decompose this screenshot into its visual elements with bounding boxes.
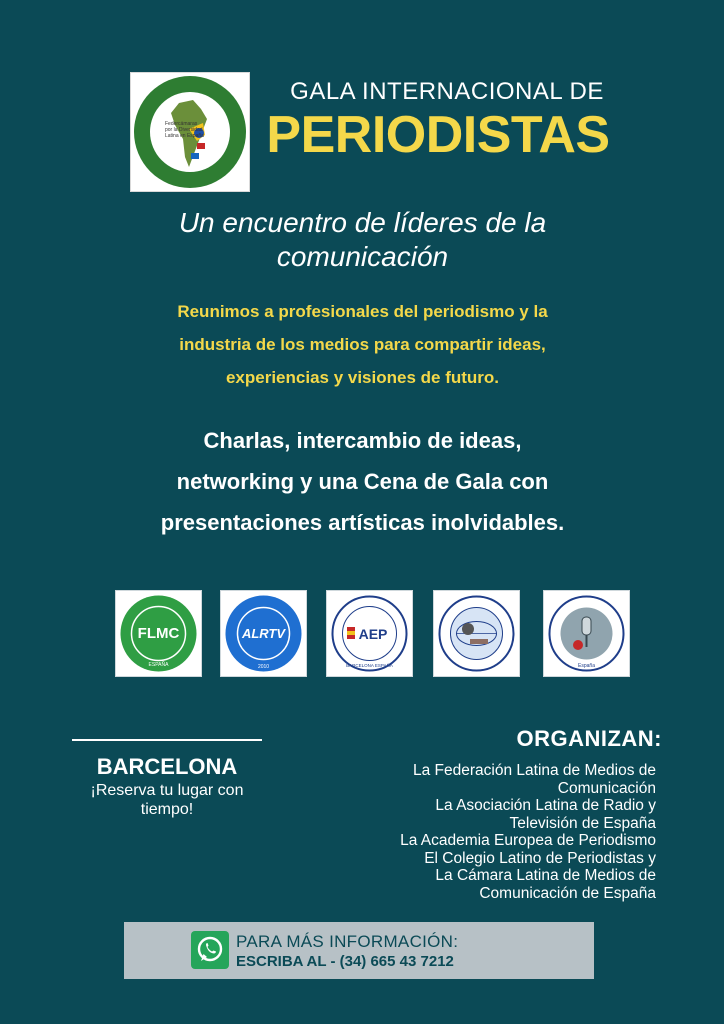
organizer-line: El Colegio Latino de Periodistas y xyxy=(424,849,656,867)
intro-line: industria de los medios para compartir ideas, xyxy=(179,335,546,354)
highlight-line: presentaciones artísticas inolvidables. xyxy=(160,510,565,535)
aep-sub: BARCELONA ESPAÑA xyxy=(346,663,393,668)
contact-heading: PARA MÁS INFORMACIÓN: xyxy=(236,932,459,951)
flmc-sub: ESPAÑA xyxy=(148,662,169,668)
whatsapp-icon[interactable] xyxy=(191,931,229,969)
alrtv-abbr: ALRTV xyxy=(241,626,286,641)
contact-phone[interactable]: ESCRIBA AL - (34) 665 43 7212 xyxy=(236,953,454,970)
organizer-line: La Cámara Latina de Medios de xyxy=(435,867,656,884)
reserve-line: tiempo! xyxy=(140,801,194,818)
highlight-line: networking y una Cena de Gala con xyxy=(176,469,549,494)
partner-logo-flmc xyxy=(115,590,202,677)
organizers-list xyxy=(330,762,656,902)
intro-text xyxy=(120,295,605,394)
flmc-abbr: FLMC xyxy=(137,625,180,642)
highlight-text xyxy=(110,420,615,543)
partner-logo-alrtv xyxy=(220,590,307,677)
logo-inner-line1: Federcámaras xyxy=(165,121,198,127)
whatsapp-glyph-icon xyxy=(191,931,229,969)
organizer-line: La Academia Europea de Periodismo xyxy=(400,832,656,849)
organizer-line: La Asociación Latina de Radio y xyxy=(435,797,656,814)
organizer-line: Comunicación de España xyxy=(479,884,656,902)
highlight-line: Charlas, intercambio de ideas, xyxy=(203,428,522,453)
event-prefix: GALA INTERNACIONAL DE xyxy=(290,78,604,105)
partner-logo-camara xyxy=(543,590,630,677)
divider xyxy=(72,739,262,741)
federation-logo xyxy=(130,72,250,192)
aep-abbr: AEP xyxy=(358,626,388,642)
logo-inner-line3: Latina en España xyxy=(165,133,204,139)
camara-seal-icon xyxy=(544,591,629,676)
tagline-line: comunicación xyxy=(276,241,449,272)
colegio-seal-icon xyxy=(434,591,519,676)
event-title: PERIODISTAS xyxy=(266,106,610,164)
camara-sub: España xyxy=(578,663,595,669)
partner-logo-colegio xyxy=(433,590,520,677)
organizer-line: Comunicación xyxy=(557,779,656,797)
alrtv-sub: 2010 xyxy=(257,664,270,670)
reserve-line: ¡Reserva tu lugar con xyxy=(90,782,244,799)
tagline xyxy=(110,206,615,274)
logo-inner-line2: por la Diversidad xyxy=(165,127,203,133)
partner-logo-aep xyxy=(326,590,413,677)
alrtv-seal-icon xyxy=(221,591,306,676)
flmc-seal-icon xyxy=(116,591,201,676)
organizer-line: La Federación Latina de Medios de xyxy=(413,762,656,779)
intro-line: experiencias y visiones de futuro. xyxy=(225,368,500,387)
organizer-line: Televisión de España xyxy=(509,814,656,832)
organizers-title: ORGANIZAN: xyxy=(516,726,662,751)
tagline-line: Un encuentro de líderes de la xyxy=(178,207,547,238)
city-name: BARCELONA xyxy=(96,754,238,779)
intro-line: Reunimos a profesionales del periodismo y la xyxy=(177,302,548,321)
reserve-note xyxy=(72,781,262,819)
federation-seal-icon xyxy=(131,73,249,191)
aep-seal-icon xyxy=(327,591,412,676)
